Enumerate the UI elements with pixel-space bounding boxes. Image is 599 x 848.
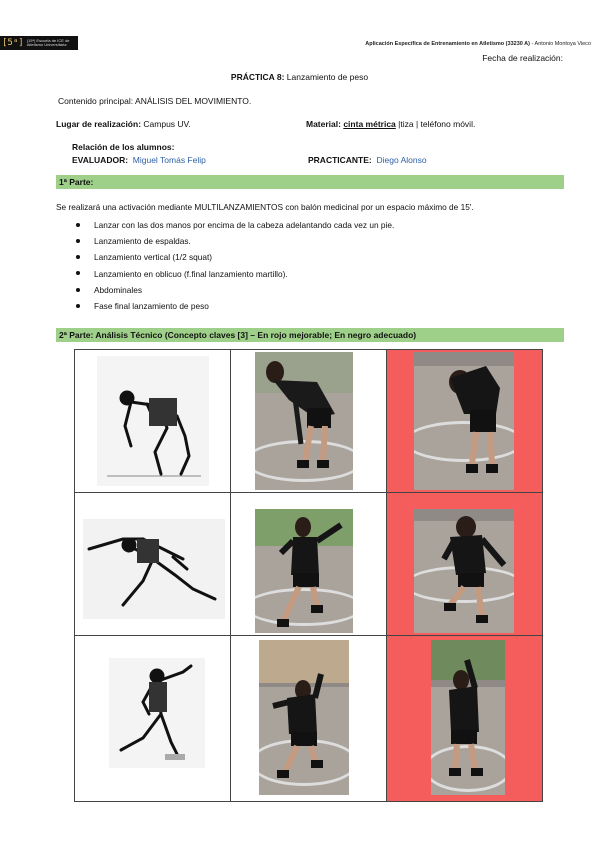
practitioner-photo-cell: [231, 350, 387, 493]
practitioner-photo: [255, 352, 353, 490]
logo-mark: [5ᵃ]: [2, 38, 24, 48]
practitioner-line: [308, 155, 427, 165]
part1-intro: Se realizará una activación mediante MULTILANZAMIENTOS con balón medicinal por un espacio máximo de 15'.: [56, 202, 474, 212]
course-header: [365, 41, 591, 47]
students-heading-text: Relación de los alumnos:: [72, 142, 175, 152]
list-item-text: Lanzar con las dos manos por encima de la cabeza adelantando cada vez un pie.: [94, 220, 395, 230]
list-item: [60, 269, 394, 285]
content-label: Contenido principal:: [58, 96, 136, 106]
logo-text: (15ᵃ) Escuela de ICE de Atletismo Universitaria: [26, 37, 70, 47]
thrower-drawing-release: [109, 658, 205, 768]
evaluator-line: [72, 155, 206, 165]
practitioner-photo: [431, 640, 505, 795]
list-item-text: Lanzamiento de espaldas.: [94, 236, 191, 247]
list-item-text: Lanzamiento vertical (1/2 squat): [94, 252, 213, 263]
practice-name: Lanzamiento de peso: [284, 72, 369, 82]
table-row: [75, 493, 543, 636]
practitioner-figure: [414, 352, 514, 490]
bullet-icon: [76, 223, 80, 227]
practitioner-figure: [414, 509, 514, 633]
list-item-text: Fase final lanzamiento de peso: [94, 300, 209, 311]
part2-heading: 2ª Parte: Análisis Técnico (Concepto claves [3] – En rojo mejorable; En negro adecuado): [56, 328, 564, 342]
students-heading: [72, 142, 175, 152]
thrower-drawing-extension: [83, 519, 225, 619]
practitioner-figure: [431, 640, 505, 795]
practitioner-figure: [259, 640, 349, 795]
location-value: Campus UV.: [141, 119, 191, 129]
technique-grid: [74, 349, 543, 802]
date-label: Fecha de realización:: [482, 53, 563, 63]
location-line: [56, 119, 191, 129]
practice-number: PRÁCTICA 8:: [230, 72, 285, 82]
course-name: Aplicación Específica de Entrenamiento en Atletismo (33230 A): [365, 41, 530, 47]
reference-drawing-cell: [75, 636, 231, 802]
reference-drawing-cell: [75, 493, 231, 636]
table-row: [75, 350, 543, 493]
practitioner-photo: [414, 352, 514, 490]
list-item: [60, 301, 394, 317]
practitioner-photo-cell: [231, 493, 387, 636]
list-item-text: Abdominales: [94, 284, 142, 295]
bullet-icon: [76, 304, 80, 308]
list-item: [60, 220, 394, 236]
list-item-text: Lanzamiento en oblicuo (f.final lanzamiento martillo).: [94, 268, 288, 279]
part1-heading: 1ª Parte:: [56, 175, 564, 189]
page-title: [0, 72, 599, 82]
practitioner-photo-cell: [231, 636, 387, 802]
list-item: [60, 285, 394, 301]
table-row: [75, 636, 543, 802]
practitioner-label: PRACTICANTE:: [308, 155, 372, 165]
evaluation-cell-red: [387, 493, 543, 636]
material-line: [306, 119, 475, 129]
list-item: [60, 252, 394, 268]
practitioner-photo: [259, 640, 349, 795]
evaluation-cell-red: [387, 636, 543, 802]
content-line: [58, 96, 251, 106]
course-author: - Antonio Montoya Vieco: [529, 41, 591, 47]
material-label: Material:: [306, 119, 344, 129]
practitioner-photo: [414, 509, 514, 633]
bullet-icon: [76, 239, 80, 243]
list-item: [60, 236, 394, 252]
bullet-icon: [76, 255, 80, 259]
evaluator-name: Miguel Tomás Felip: [132, 155, 206, 165]
practitioner-name: Diego Alonso: [376, 155, 427, 165]
practitioner-figure: [255, 509, 353, 633]
practitioner-figure: [255, 352, 353, 490]
material-underlined: cinta métrica: [343, 119, 396, 129]
bullet-icon: [76, 288, 80, 292]
university-logo: [0, 36, 78, 50]
evaluation-cell-red: [387, 350, 543, 493]
material-rest: |tiza | teléfono móvil.: [395, 119, 476, 129]
location-label: Lugar de realización:: [56, 119, 142, 129]
evaluator-label: EVALUADOR:: [72, 155, 129, 165]
content-value: ANÁLISIS DEL MOVIMIENTO.: [135, 96, 252, 106]
bullet-icon: [76, 271, 80, 275]
exercise-list: [60, 220, 394, 317]
practitioner-photo: [255, 509, 353, 633]
thrower-drawing-crouch: [97, 356, 209, 486]
reference-drawing-cell: [75, 350, 231, 493]
